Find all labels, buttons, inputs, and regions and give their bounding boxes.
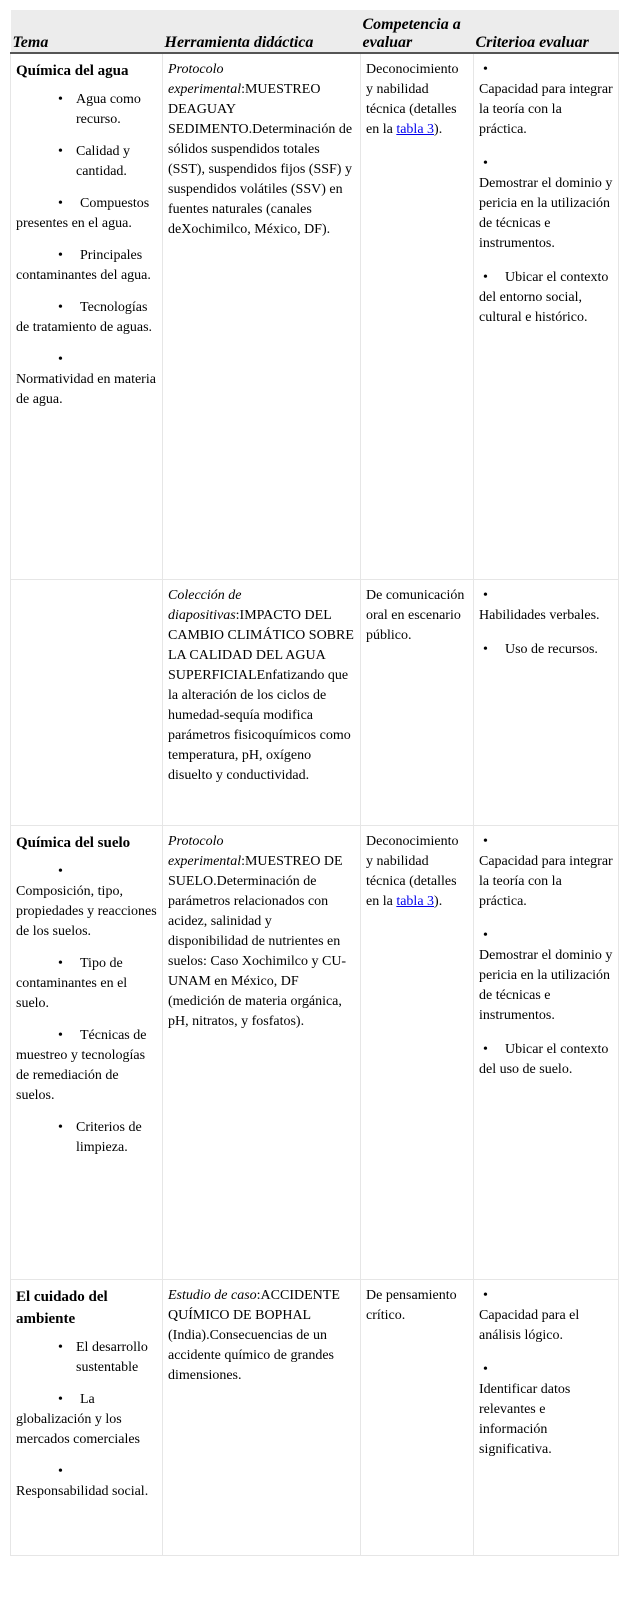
bullet-icon: • (58, 863, 63, 879)
tema-title: El cuidado del ambiente (16, 1288, 108, 1327)
bullet-icon: • (58, 352, 63, 367)
herramienta-label: Colección de diapositivas (168, 587, 242, 623)
list-item: • Capacidad para integrar la teoría con la práctica. (479, 833, 613, 909)
criterio-cell (474, 1279, 619, 1555)
bullet-icon: • (58, 300, 63, 315)
list-item: • Principales contaminantes del agua. (16, 248, 151, 283)
bullet-icon: • (483, 156, 488, 171)
criterio-cell (474, 53, 619, 579)
bullet-icon: • (483, 1361, 488, 1377)
tabla-3-link[interactable]: tabla 3 (396, 122, 435, 137)
criterio-list (479, 1286, 613, 1460)
tabla-3-link[interactable]: tabla 3 (396, 893, 435, 909)
criterio-cell (474, 825, 619, 1279)
tema-title: Química del suelo (16, 834, 131, 851)
list-item: • Tecnologías de tratamiento de aguas. (16, 300, 153, 335)
list-item: • Calidad y cantidad. (58, 144, 131, 179)
list-item: • Ubicar el contexto del entorno social, cultural e histórico. (479, 270, 609, 325)
list-item: • Habilidades verbales. (479, 586, 613, 626)
competencias-table (10, 10, 619, 1556)
table-row (11, 579, 619, 825)
criterio-list (479, 60, 613, 328)
tema-cell (11, 579, 163, 825)
bullet-icon: • (483, 62, 488, 77)
bullet-icon: • (58, 1339, 63, 1355)
list-item: • Identificar datos relevantes e información significativa. (479, 1360, 613, 1460)
herramienta-label: Protocolo experimental (168, 62, 242, 97)
bullet-icon: • (58, 248, 63, 263)
bullet-icon: • (483, 1041, 488, 1057)
bullet-icon: • (58, 196, 63, 211)
competencia-cell: De comunicación oral en escenario público. (361, 579, 474, 825)
herramienta-text: :IMPACTO DEL CAMBIO CLIMÁTICO SOBRE LA CALIDAD DEL AGUA SUPERFICIALEnfatizando que la alteración de los ciclos de humedad-sequía modifica parámetros fisicoquímicos como temperatura, pH, oxígeno disuelto y conductividad. (168, 607, 354, 783)
list-item: • Compuestos presentes en el agua. (16, 196, 150, 231)
tema-cell (11, 825, 163, 1279)
header-competencia: Competencia a evaluar (361, 10, 474, 53)
list-item: • Uso de recursos. (479, 640, 613, 660)
bullet-icon: • (483, 587, 488, 603)
bullet-icon: • (483, 927, 488, 943)
herramienta-cell (163, 825, 361, 1279)
bullet-icon: • (483, 270, 488, 285)
herramienta-cell (163, 579, 361, 825)
bullet-icon: • (483, 641, 488, 657)
list-item: • Composición, tipo, propiedades y reacciones de los suelos. (16, 863, 157, 939)
list-item: • Responsabilidad social. (16, 1462, 157, 1502)
table-row (11, 1279, 619, 1555)
list-item: • Técnicas de muestreo y tecnologías de remediación de suelos. (16, 1027, 147, 1103)
list-item: • Capacidad para integrar la teoría con la práctica. (479, 62, 613, 137)
bullet-icon: • (58, 1463, 63, 1479)
bullet-icon: • (58, 92, 63, 107)
competencia-cell: Deconocimiento y nabilidad técnica (detalles en la tabla 3). (361, 53, 474, 579)
herramienta-label: Estudio de caso (168, 1287, 257, 1303)
table-row (11, 53, 619, 579)
bullet-icon: • (58, 1391, 63, 1407)
bullet-icon: • (58, 1119, 63, 1135)
list-item: • Ubicar el contexto del uso de suelo. (479, 1041, 609, 1077)
list-item: • Capacidad para el análisis lógico. (479, 1286, 613, 1346)
tema-cell (11, 53, 163, 579)
tema-list (16, 90, 157, 410)
list-item: • El desarrollo sustentable (58, 1339, 148, 1375)
list-item: • La globalización y los mercados comerciales (16, 1391, 140, 1447)
list-item: • Demostrar el dominio y pericia en la utilización de técnicas e instrumentos. (479, 156, 613, 251)
herramienta-text: :MUESTREO DEAGUAY SEDIMENTO.Determinación de sólidos suspendidos totales (SST), suspendidos fijos (SSF) y suspendidos volátiles (SSV) en fuentes naturales (canales deXochimilco, México, DF). (168, 82, 353, 237)
herramienta-cell (163, 1279, 361, 1555)
tema-list (16, 862, 157, 1158)
header-criterio: Criterioa evaluar (474, 10, 619, 53)
bullet-icon: • (58, 955, 63, 971)
bullet-icon: • (483, 833, 488, 849)
table-row (11, 825, 619, 1279)
herramienta-text: :ACCIDENTE QUÍMICO DE BOPHAL (India).Consecuencias de un accidente químico de grandes dimensiones. (168, 1287, 340, 1383)
header-row (11, 10, 619, 53)
herramienta-label: Protocolo experimental (168, 833, 242, 869)
bullet-icon: • (58, 1027, 63, 1043)
tema-cell (11, 1279, 163, 1555)
criterio-list (479, 586, 613, 660)
bullet-icon: • (483, 1287, 488, 1303)
competencia-cell: Deconocimiento y nabilidad técnica (detalles en la tabla 3). (361, 825, 474, 1279)
list-item: • Criterios de limpieza. (58, 1119, 142, 1155)
criterio-list (479, 832, 613, 1080)
tema-list (16, 1338, 157, 1502)
herramienta-text: :MUESTREO DE SUELO.Determinación de parámetros relacionados con acidez, salinidad y disponibilidad de nutrientes en suelos: Caso Xochimilco y CU-UNAM en México, DF (medición de materia orgánica, pH, nitratos, y fosfatos). (168, 853, 347, 1029)
list-item: • Demostrar el dominio y pericia en la utilización de técnicas e instrumentos. (479, 927, 613, 1023)
list-item: • Tipo de contaminantes en el suelo. (16, 955, 128, 1011)
list-item: • Agua como recurso. (58, 92, 141, 127)
list-item: • Normatividad en materia de agua. (16, 352, 156, 407)
bullet-icon: • (58, 144, 63, 159)
criterio-cell (474, 579, 619, 825)
tema-title: Química del agua (16, 63, 129, 79)
competencia-cell: De pensamiento crítico. (361, 1279, 474, 1555)
header-tema: Tema (11, 10, 163, 53)
header-herramienta: Herramienta didáctica (163, 10, 361, 53)
herramienta-cell (163, 53, 361, 579)
